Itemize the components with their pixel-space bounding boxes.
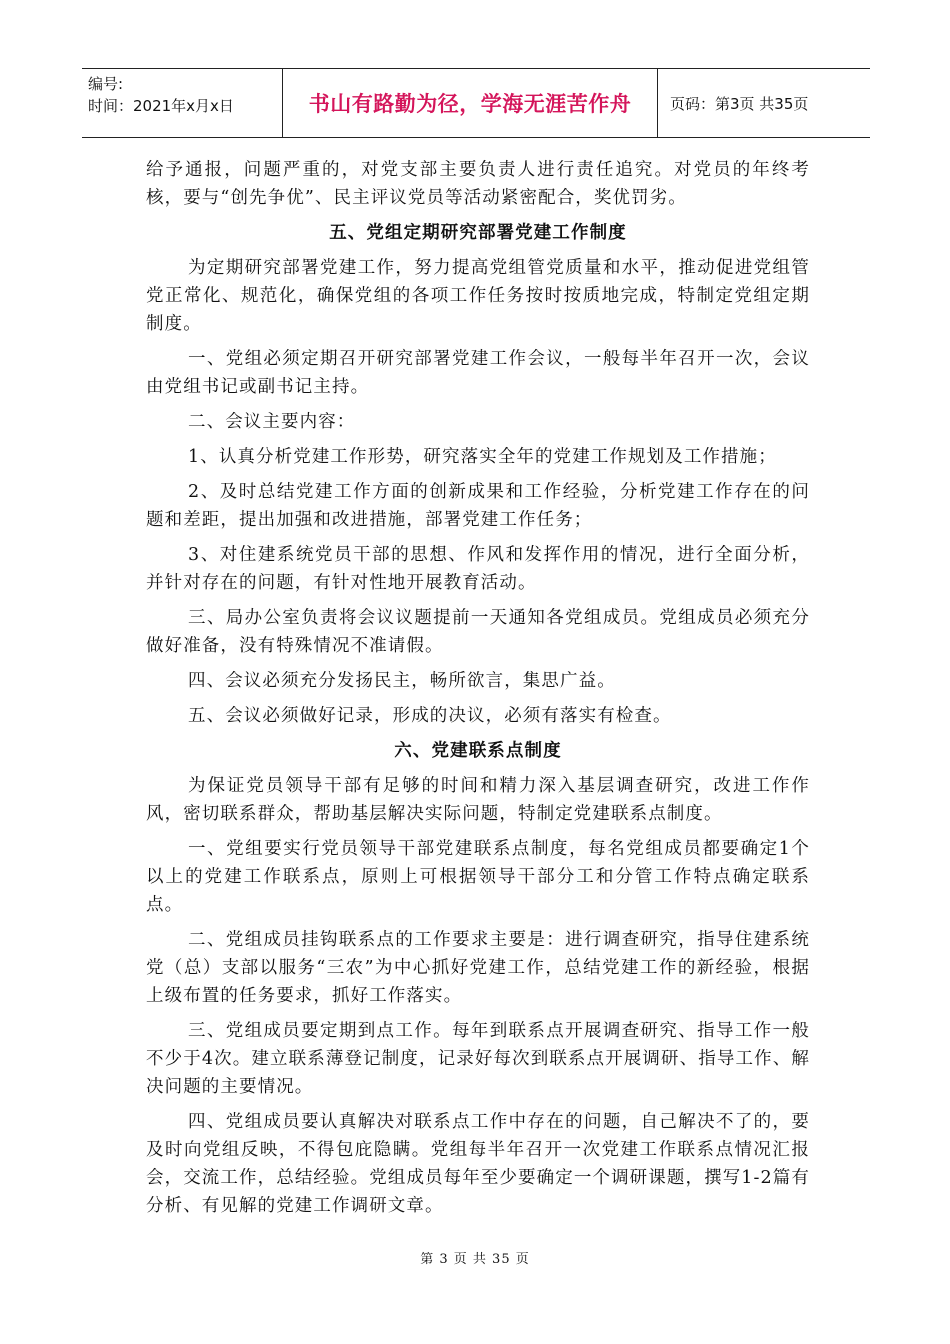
paragraph: 三、党组成员要定期到点工作。每年到联系点开展调查研究、指导工作一般不少于4次。建立联系薄登记制度，记录好每次到联系点开展调研、指导工作、解决问题的主要情况。 [146, 1021, 810, 1097]
header-motto: 书山有路勤为径，学海无涯苦作舟 [283, 69, 658, 137]
paragraph: 为保证党员领导干部有足够的时间和精力深入基层调查研究，改进工作作风，密切联系群众，帮助基层解决实际问题，特制定党建联系点制度。 [146, 776, 810, 824]
paragraph: 四、会议必须充分发扬民主，畅所欲言，集思广益。 [188, 671, 616, 691]
doc-number: 编号: [88, 75, 124, 93]
section-heading: 六、党建联系点制度 [394, 741, 562, 761]
section-heading: 五、党组定期研究部署党建工作制度 [329, 223, 627, 243]
paragraph: 四、党组成员要认真解决对联系点工作中存在的问题，自己解决不了的，要及时向党组反映，不得包庇隐瞒。党组每半年召开一次党建工作联系点情况汇报会，交流工作，总结经验。党组成员每年至少要确定一个调研课题，撰写1-2篇有分析、有见解的党建工作调研文章。 [146, 1112, 810, 1216]
paragraph: 2、及时总结党建工作方面的创新成果和工作经验，分析党建工作存在的问题和差距，提出加强和改进措施，部署党建工作任务； [146, 482, 810, 530]
paragraph: 二、会议主要内容： [188, 412, 356, 432]
page-footer: 第 3 页 共 35 页 [420, 1252, 530, 1267]
paragraph: 一、党组必须定期召开研究部署党建工作会议，一般每半年召开一次，会议由党组书记或副书记主持。 [146, 349, 810, 397]
paragraph: 3、对住建系统党员干部的思想、作风和发挥作用的情况，进行全面分析，并针对存在的问题，有针对性地开展教育活动。 [146, 545, 810, 593]
paragraph: 一、党组要实行党员领导干部党建联系点制度，每名党组成员都要确定1个以上的党建工作联系点，原则上可根据领导干部分工和分管工作特点确定联系点。 [146, 839, 810, 915]
header-page-number: 页码：第3页 共35页 [670, 94, 809, 113]
paragraph: 五、会议必须做好记录，形成的决议，必须有落实有检查。 [188, 706, 672, 726]
doc-date: 时间：2021年x月x日 [88, 97, 234, 115]
paragraph: 给予通报，问题严重的，对党支部主要负责人进行责任追究。对党员的年终考核，要与“创先争优”、民主评议党员等活动紧密配合，奖优罚劣。 [146, 160, 810, 208]
paragraph: 1、认真分析党建工作形势，研究落实全年的党建工作规划及工作措施； [188, 447, 777, 467]
paragraph: 二、党组成员挂钩联系点的工作要求主要是：进行调查研究，指导住建系统党（总）支部以服务“三农”为中心抓好党建工作，总结党建工作的新经验，根据上级布置的任务要求，抓好工作落实。 [146, 930, 810, 1006]
document-body [146, 156, 810, 1227]
paragraph: 三、局办公室负责将会议议题提前一天通知各党组成员。党组成员必须充分做好准备，没有特殊情况不准请假。 [146, 608, 810, 656]
page-header [82, 68, 870, 138]
header-meta [82, 69, 283, 137]
paragraph: 为定期研究部署党建工作，努力提高党组管党质量和水平，推动促进党组管党正常化、规范化，确保党组的各项工作任务按时按质地完成，特制定党组定期制度。 [146, 258, 810, 334]
